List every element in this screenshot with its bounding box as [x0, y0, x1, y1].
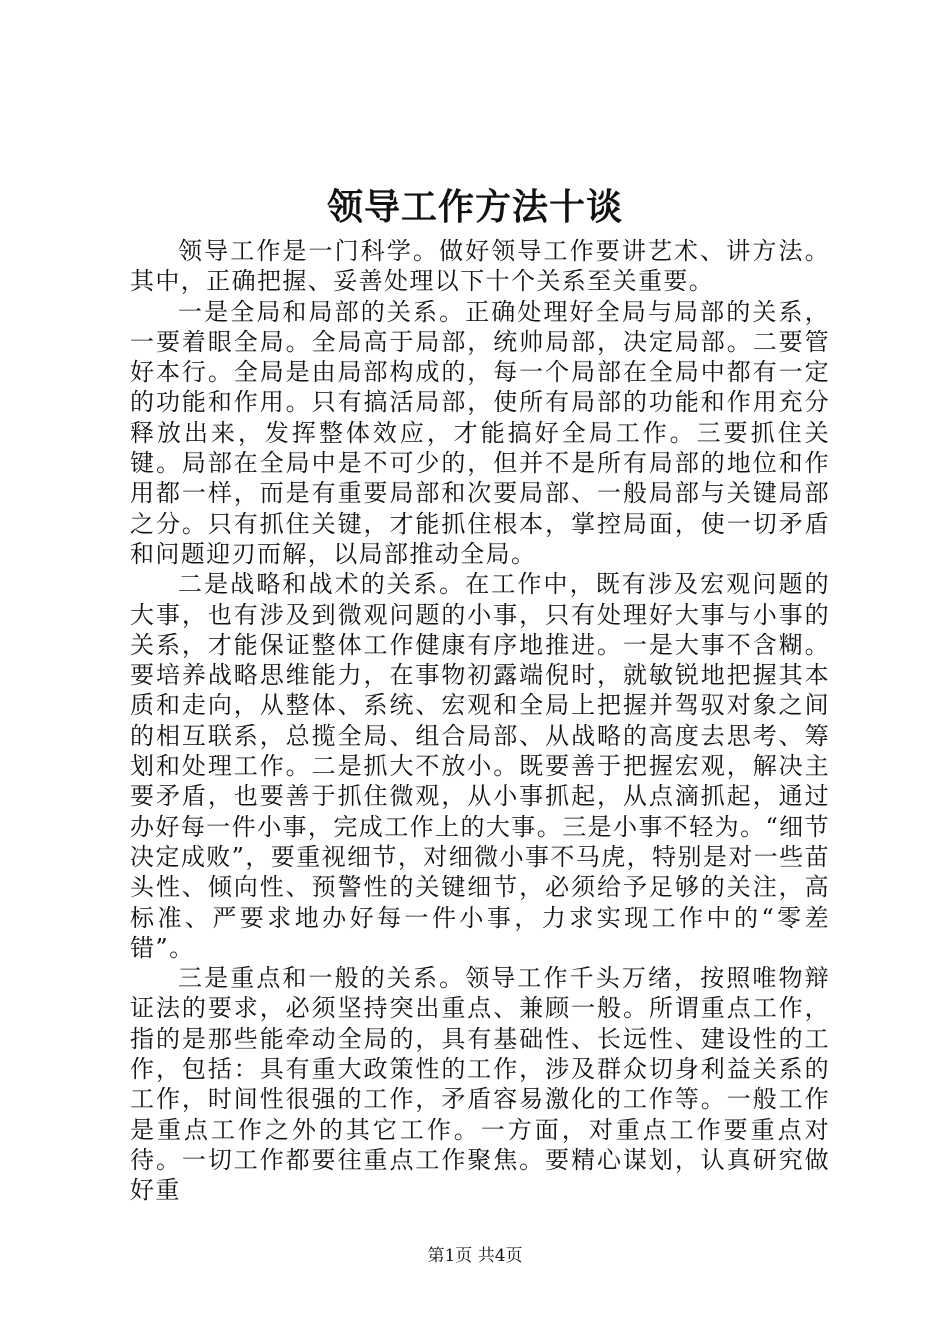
paragraph-intro: 领导工作是一门科学。做好领导工作要讲艺术、讲方法。其中，正确把握、妥善处理以下十个关系至关重要。 [130, 237, 830, 296]
paragraph-strategy-tactics: 二是战略和战术的关系。在工作中，既有涉及宏观问题的大事，也有涉及到微观问题的小事，只有处理好大事与小事的关系，才能保证整体工作健康有序地推进。一是大事不含糊。要培养战略思维能力，在事物初露端倪时，就敏锐地把握其本质和走向，从整体、系统、宏观和全局上把握并驾驭对象之间的相互联系，总揽全局、组合局部、从战略的高度去思考、筹划和处理工作。二是抓大不放小。既要善于把握宏观，解决主要矛盾，也要善于抓住微观，从小事抓起，从点滴抓起，通过办好每一件小事，完成工作上的大事。三是小事不轻为。“细节决定成败”，要重视细节，对细微小事不马虎，特别是对一些苗头性、倾向性、预警性的关键细节，必须给予足够的关注，高标准、严要求地办好每一件小事，力求实现工作中的“零差错”。 [130, 570, 830, 962]
paragraph-global-local: 一是全局和局部的关系。正确处理好全局与局部的关系，一要着眼全局。全局高于局部，统帅局部，决定局部。二要管好本行。全局是由局部构成的，每一个局部在全局中都有一定的功能和作用。只有搞活局部，使所有局部的功能和作用充分释放出来，发挥整体效应，才能搞好全局工作。三要抓住关键。局部在全局中是不可少的，但并不是所有局部的地位和作用都一样，而是有重要局部和次要局部、一般局部与关键局部之分。只有抓住关键，才能抓住根本，掌控局面，使一切矛盾和问题迎刃而解，以局部推动全局。 [130, 297, 830, 568]
page-number-footer: 第1页 共4页 [427, 1246, 523, 1266]
page-title: 领导工作方法十谈 [326, 186, 623, 228]
paragraph-focus-general: 三是重点和一般的关系。领导工作千头万绪，按照唯物辩证法的要求，必须坚持突出重点、兼顾一般。所谓重点工作，指的是那些能牵动全局的，具有基础性、长远性、建设性的工作，包括：具有重大政策性的工作，涉及群众切身利益关系的工作，时间性很强的工作，矛盾容易激化的工作等。一般工作是重点工作之外的其它工作。一方面，对重点工作要重点对待。一切工作都要往重点工作聚焦。要精心谋划，认真研究做好重 [130, 964, 830, 1205]
document-body [130, 236, 830, 1206]
